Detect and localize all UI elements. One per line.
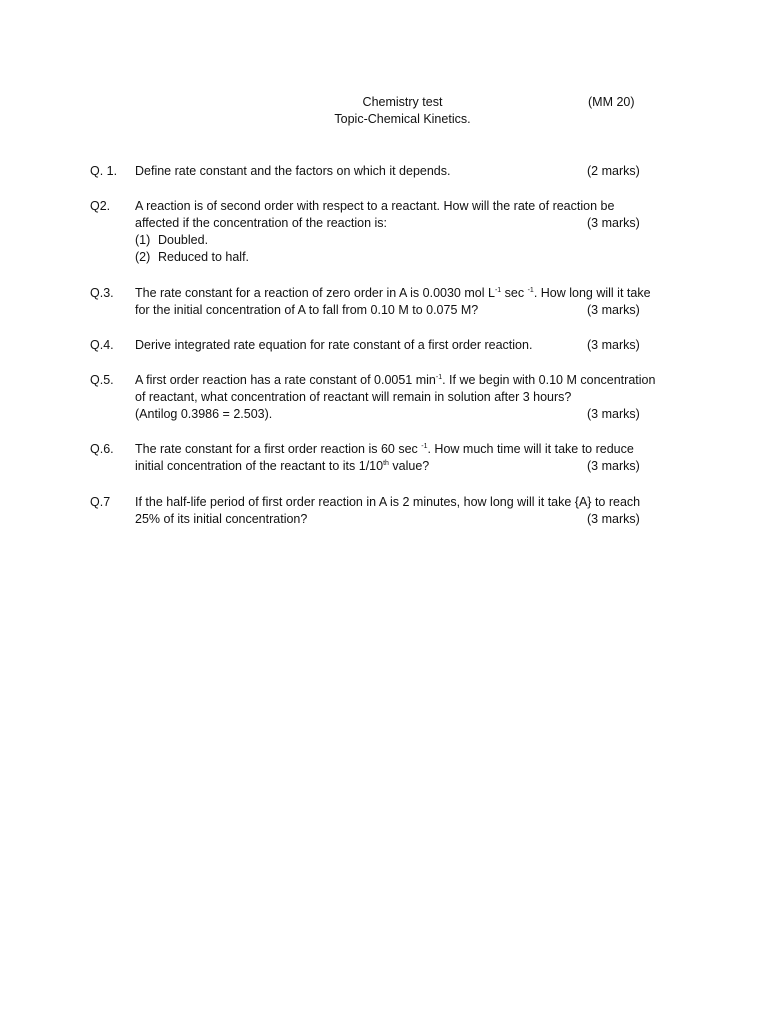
sub-item-text: Reduced to half.	[158, 250, 250, 264]
sub-item	[135, 232, 695, 249]
question-text	[135, 163, 695, 180]
question-number: Q.3.	[90, 286, 114, 300]
question-marks: (3 marks)	[587, 216, 640, 230]
text-run: The rate constant for a reaction of zero order in A is 0.0030 mol L	[135, 286, 495, 300]
text-run: The rate constant for a first order reaction is 60 sec	[135, 442, 422, 456]
question-text	[135, 372, 695, 423]
question-marks: (3 marks)	[587, 459, 640, 473]
question-line: of reactant, what concentration of reactant will remain in solution after 3 hours?	[135, 390, 572, 404]
question-line: 25% of its initial concentration?	[135, 512, 308, 526]
question-line	[135, 372, 695, 389]
question-number: Q.7	[90, 495, 111, 509]
question-line: for the initial concentration of A to fall from 0.10 M to 0.075 M?	[135, 303, 479, 317]
text-run: initial concentration of the reactant to its 1/10	[135, 459, 384, 473]
test-title: Chemistry test	[362, 95, 443, 109]
superscript: -1	[494, 286, 502, 294]
question-marks: (3 marks)	[587, 303, 640, 317]
question-line: affected if the concentration of the reaction is:	[135, 216, 388, 230]
superscript: -1	[421, 442, 428, 450]
text-run: . If we begin with 0.10 M concentration	[442, 373, 656, 387]
question-number: Q.5.	[90, 373, 114, 387]
question-line: (Antilog 0.3986 = 2.503).	[135, 407, 273, 421]
question-line	[135, 441, 695, 458]
sub-item	[135, 249, 695, 266]
question-line: Derive integrated rate equation for rate constant of a first order reaction.	[135, 338, 533, 352]
text-run: value?	[388, 459, 430, 473]
question-marks: (3 marks)	[587, 512, 640, 526]
question-marks: (3 marks)	[587, 407, 640, 421]
question-number: Q.4.	[90, 338, 114, 352]
question-number: Q. 1.	[90, 164, 118, 178]
topic-title: Topic-Chemical Kinetics.	[334, 112, 471, 126]
question-line: A reaction is of second order with respect to a reactant. How will the rate of reaction be	[135, 199, 615, 213]
superscript: th	[383, 459, 389, 467]
superscript: -1	[435, 373, 443, 381]
question-line	[135, 459, 429, 473]
question-line: If the half-life period of first order reaction in A is 2 minutes, how long will it take {A} to reach	[135, 495, 641, 509]
max-marks: (MM 20)	[588, 95, 635, 109]
text-run: . How long will it take	[533, 286, 651, 300]
question-text	[135, 285, 695, 319]
question-line: Define rate constant and the factors on which it depends.	[135, 164, 451, 178]
question-number: Q2.	[90, 199, 111, 213]
question-text	[135, 441, 695, 475]
question-marks: (3 marks)	[587, 338, 640, 352]
text-run: A first order reaction has a rate constant of 0.0051 min	[135, 373, 436, 387]
question-line	[135, 285, 695, 302]
question-text	[135, 198, 695, 266]
text-run: sec	[501, 286, 528, 300]
question-number: Q.6.	[90, 442, 114, 456]
question-marks: (2 marks)	[587, 164, 640, 178]
superscript: -1	[527, 286, 534, 294]
question-text	[135, 494, 695, 528]
text-run: . How much time will it take to reduce	[427, 442, 634, 456]
sub-item-number: (1)	[135, 233, 151, 247]
question-text	[135, 337, 695, 354]
sub-item-text: Doubled.	[158, 233, 209, 247]
sub-item-number: (2)	[135, 250, 151, 264]
